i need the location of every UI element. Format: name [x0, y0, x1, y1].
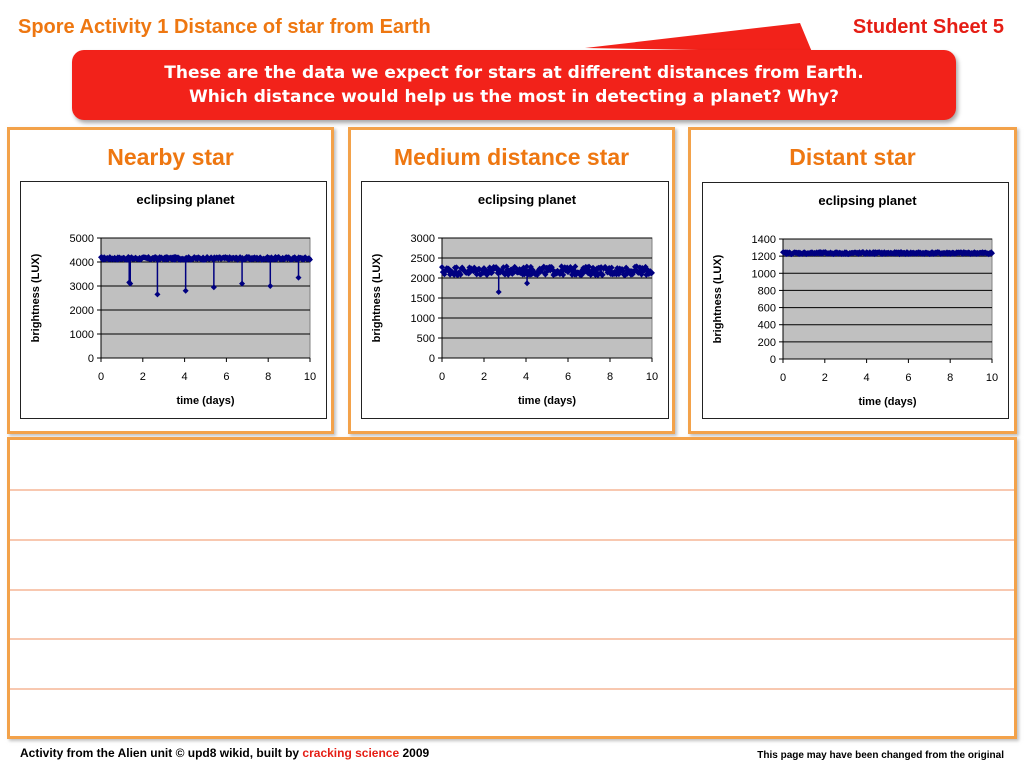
x-tick-label: 10: [645, 371, 659, 383]
chart-svg-nearby: [21, 182, 326, 418]
y-tick-label: 1500: [410, 293, 435, 305]
y-tick-label: 1000: [751, 268, 776, 281]
x-tick-label: 6: [223, 371, 230, 383]
question-callout: [72, 50, 956, 120]
x-tick-label: 8: [606, 371, 614, 383]
y-tick-label: 2000: [410, 273, 435, 285]
cracking-science-link[interactable]: cracking science: [302, 746, 400, 760]
footer-credit-text: Activity from the Alien unit © upd8 wikid, built by: [20, 746, 303, 760]
x-tick-label: 8: [265, 371, 272, 383]
footer-year: 2009: [399, 746, 430, 760]
chart-title: eclipsing planet: [818, 193, 917, 208]
footer-credit: [20, 746, 429, 760]
y-tick-label: 500: [416, 333, 435, 345]
y-tick-label: 2000: [69, 305, 94, 317]
panel-nearby-star: [7, 127, 334, 434]
answer-line: [10, 589, 1014, 591]
x-tick-label: 10: [985, 372, 999, 384]
y-tick-label: 3000: [69, 281, 94, 293]
x-tick-label: 2: [480, 371, 488, 383]
y-tick-label: 1400: [751, 234, 776, 246]
page-title: Spore Activity 1 Distance of star from Earth: [18, 16, 431, 38]
y-tick-label: 600: [757, 302, 776, 315]
x-tick-label: 6: [905, 372, 912, 384]
y-tick-label: 800: [757, 285, 776, 298]
chart-svg-medium: [362, 182, 668, 418]
chart-title: eclipsing planet: [136, 192, 235, 207]
x-tick-label: 4: [522, 371, 530, 383]
x-tick-label: 0: [97, 371, 105, 383]
x-axis-label: time (days): [176, 395, 235, 407]
x-tick-label: 4: [181, 371, 188, 383]
y-axis-label: brightness (LUX): [371, 253, 383, 343]
x-tick-label: 10: [303, 371, 317, 383]
y-tick-label: 0: [769, 354, 776, 366]
chart-medium-distance-star: [361, 181, 669, 419]
chart-title: eclipsing planet: [477, 192, 577, 207]
panel-title: Distant star: [789, 144, 916, 170]
y-tick-label: 4000: [69, 257, 94, 269]
x-axis-label: time (days): [858, 396, 917, 408]
panel-medium-distance-star: [348, 127, 675, 434]
x-tick-label: 8: [947, 372, 954, 384]
x-tick-label: 2: [139, 371, 146, 383]
y-tick-label: 3000: [410, 233, 435, 245]
y-axis-label: brightness (LUX): [712, 254, 724, 344]
sheet-label: Student Sheet 5: [852, 16, 1004, 38]
panel-title: Nearby star: [107, 144, 234, 170]
y-tick-label: 5000: [69, 233, 94, 245]
answer-line: [10, 489, 1014, 491]
y-tick-label: 2500: [410, 253, 435, 265]
y-tick-label: 1200: [751, 251, 776, 264]
answer-area[interactable]: [7, 437, 1017, 739]
answer-line: [10, 539, 1014, 541]
chart-nearby-star: [20, 181, 327, 419]
answer-line: [10, 688, 1014, 690]
y-tick-label: 1000: [410, 313, 435, 325]
y-tick-label: 0: [87, 353, 94, 365]
x-tick-label: 0: [779, 372, 787, 384]
y-tick-label: 0: [428, 353, 435, 365]
panel-title: Medium distance star: [393, 144, 630, 170]
y-axis-label: brightness (LUX): [30, 253, 42, 343]
answer-line: [10, 638, 1014, 640]
y-tick-label: 1000: [69, 329, 94, 341]
panel-distant-star: [688, 127, 1017, 434]
footer-disclaimer: This page may have been changed from the original: [757, 750, 1004, 761]
x-axis-label: time (days): [517, 395, 577, 407]
x-tick-label: 6: [564, 371, 572, 383]
chart-svg-distant: [703, 183, 1008, 418]
plot-area: [783, 239, 992, 359]
x-tick-label: 4: [863, 372, 870, 384]
x-tick-label: 0: [438, 371, 446, 383]
y-tick-label: 400: [757, 319, 776, 332]
chart-distant-star: [702, 182, 1009, 419]
x-tick-label: 2: [821, 372, 828, 384]
y-tick-label: 200: [757, 336, 776, 349]
callout-line-2: Which distance would help us the most in detecting a planet? Why?: [188, 87, 840, 107]
callout-line-1: These are the data we expect for stars at different distances from Earth.: [164, 63, 864, 83]
